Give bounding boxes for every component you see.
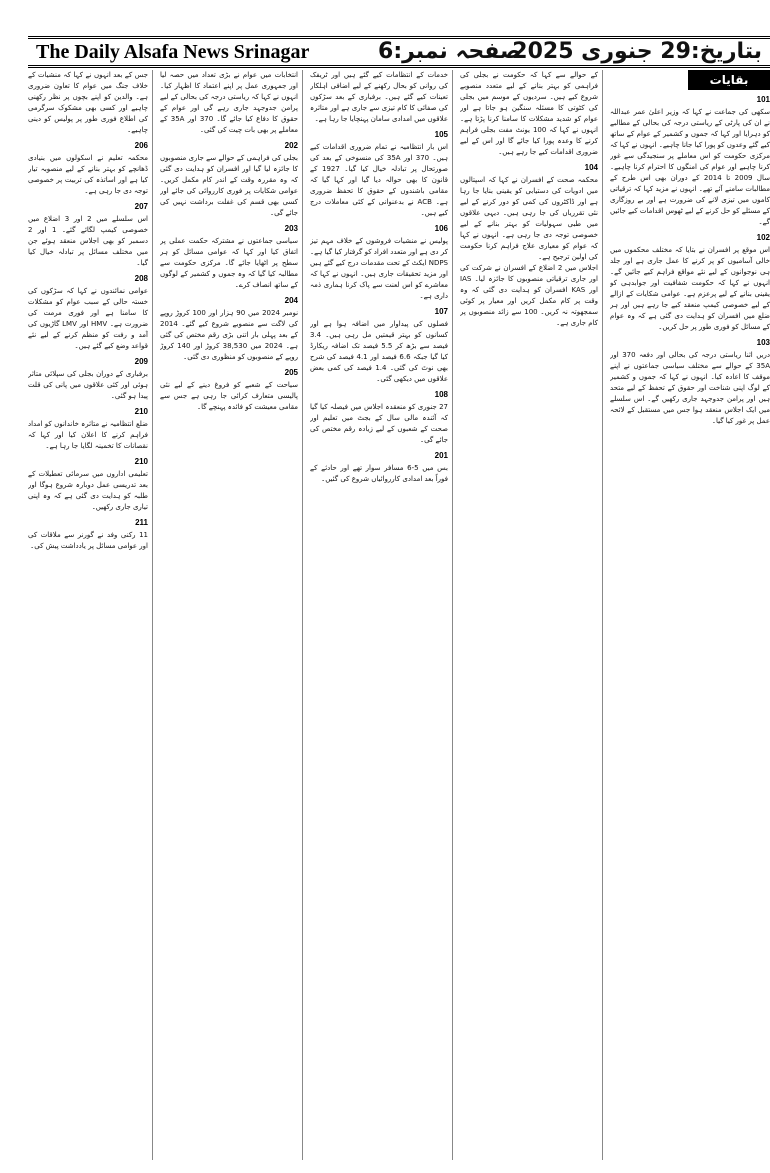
newspaper-title: The Daily Alsafa News Srinagar: [36, 41, 310, 63]
article-paragraph: اجلاس میں 2 اضلاع کے افسران نے شرکت کی اور جاری ترقیاتی منصوبوں کا جائزہ لیا۔ IAS اور KAS افسران کو ہدایت دی گئی کہ وہ وقت پر کام مکمل کریں اور معیار پر کوئی سمجھوتہ نہ کریں۔ 100 سے زائد منصوبوں پر کام جاری ہے۔: [460, 264, 598, 327]
article-paragraph: جس کے بعد انہوں نے کہا کہ منشیات کے خلاف جنگ میں عوام کا تعاون ضروری ہے۔ والدین کو اپنے بچوں پر نظر رکھنی چاہیے اور کسی بھی مشکوک سرگرمی کی اطلاع فوری طور پر پولیس کو دینی چاہیے۔: [28, 71, 148, 134]
article-paragraph: سیاسی جماعتوں نے مشترکہ حکمت عملی پر اتفاق کیا اور کہا کہ عوامی مسائل کو ہر سطح پر اٹھایا جائے گا۔ مرکزی حکومت سے مطالبہ کیا گیا کہ وہ جموں و کشمیر کے لوگوں کے ساتھ انصاف کرے۔: [160, 237, 298, 289]
item-number: 205: [284, 368, 298, 377]
article-paragraph: برفباری کے دوران بجلی کی سپلائی متاثر ہوئی اور کئی علاقوں میں پانی کی قلت پیدا ہو گئی۔: [28, 370, 148, 400]
article-paragraph: انتخابات میں عوام نے بڑی تعداد میں حصہ لیا اور جمہوری عمل پر اپنے اعتماد کا اظہار کیا۔ انہوں نے کہا کہ ریاستی درجہ کی بحالی کے لیے پرامن جدوجہد جاری رہے گی اور عوام کے حقوق کا دفاع کیا جائے گا۔ 370 اور 35A کے معاملے پر بھی بات چیت کی گئی۔: [160, 71, 298, 134]
item-number: 105: [434, 130, 448, 139]
item-number: 204: [284, 296, 298, 305]
article-paragraph: تعلیمی اداروں میں سرمائی تعطیلات کے بعد تدریسی عمل دوبارہ شروع ہوگا اور طلبہ کو ہدایت دی گئی ہے کہ وہ اپنی تیاری جاری رکھیں۔: [28, 470, 148, 511]
item-number: 207: [134, 202, 148, 211]
column-2: [460, 70, 598, 1160]
column-1: [610, 70, 770, 1160]
article-paragraph: 27 جنوری کو منعقدہ اجلاس میں فیصلہ کیا گیا کہ آئندہ مالی سال کے بجٹ میں تعلیم اور صحت کے شعبوں کے لیے زیادہ رقم مختص کی جائے گی۔: [310, 403, 448, 444]
column-divider: [602, 70, 603, 1160]
article-paragraph: ضلع انتظامیہ نے متاثرہ خاندانوں کو امداد فراہم کرنے کا اعلان کیا اور کہا کہ نقصانات کا تخمینہ لگایا جا رہا ہے۔: [28, 420, 148, 450]
article-paragraph: دریں اثنا ریاستی درجہ کی بحالی اور دفعہ 370 اور 35A کے حوالے سے مختلف سیاسی جماعتوں نے اپنے موقف کا اعادہ کیا۔ انہوں نے کہا کہ جموں و کشمیر کے لوگ اپنی شناخت اور حقوق کے تحفظ کے لیے متحد ہیں اور پرامن جدوجہد جاری رکھیں گے۔ اس سلسلے میں ایک اجلاس منعقد ہوا جس میں مستقبل کے لائحہ عمل پر غور کیا گیا۔: [610, 351, 770, 425]
column-3: [310, 70, 448, 1160]
column-divider: [152, 70, 153, 1160]
article-paragraph: سکھی کی جماعت نے کہا کہ وزیر اعلیٰ عمر عبداللہ نے ان کی پارٹی کے ریاستی درجہ کی بحالی کے مطالبے کو دہرایا اور کہا کہ جموں و کشمیر کے عوام کے ساتھ کیے گئے وعدوں کو پورا کیا جانا چاہیے۔ انہوں نے کہا کہ مرکزی حکومت کو اس معاملے پر سنجیدگی سے غور کرنا چاہیے اور عوام کی امنگوں کا احترام کرنا چاہیے۔ سال 2009 تا 2014 کے دوران بھی اس طرح کے مطالبات سامنے آئے تھے۔ انہوں نے مزید کہا کہ ترقیاتی کاموں میں تیزی لانے کی ضرورت ہے اور بے روزگاری کے مسئلے کو حل کرنے کے لیے ٹھوس اقدامات کیے جائیں گے۔: [610, 108, 770, 226]
item-number: 101: [756, 95, 770, 104]
article-paragraph: محکمہ صحت کے افسران نے کہا کہ اسپتالوں میں ادویات کی دستیابی کو یقینی بنایا جا رہا ہے اور ڈاکٹروں کی کمی کو دور کرنے کے لیے نئی تقرریاں کی جا رہی ہیں۔ دیہی علاقوں میں طبی سہولیات کو بہتر بنانے کے لیے خصوصی توجہ دی جا رہی ہے۔ انہوں نے کہا کہ عوام کو معیاری علاج فراہم کرنا حکومت کی اولین ترجیح ہے۔: [460, 176, 598, 261]
item-number: 210: [134, 407, 148, 416]
section-header-wrap: [610, 70, 770, 90]
item-number: 102: [756, 233, 770, 242]
item-number: 103: [756, 338, 770, 347]
item-number: 107: [434, 307, 448, 316]
article-paragraph: عوامی نمائندوں نے کہا کہ سڑکوں کی خستہ حالی کے سبب عوام کو مشکلات کا سامنا ہے اور فوری مرمت کی ضرورت ہے۔ HMV اور LMV گاڑیوں کی آمد و رفت کو منظم کرنے کے لیے نئے قواعد وضع کیے گئے ہیں۔: [28, 287, 148, 350]
article-paragraph: محکمہ تعلیم نے اسکولوں میں بنیادی ڈھانچے کو بہتر بنانے کے لیے منصوبہ تیار کیا ہے اور اساتذہ کی تربیت پر خصوصی توجہ دی جا رہی ہے۔: [28, 154, 148, 195]
article-paragraph: بجلی کی فراہمی کے حوالے سے جاری منصوبوں کا جائزہ لیا گیا اور افسران کو ہدایت دی گئی کہ وہ مقررہ وقت کے اندر کام مکمل کریں۔ عوامی شکایات پر فوری کارروائی کی جائے اور کسی بھی قسم کی غفلت برداشت نہیں کی جائے گی۔: [160, 154, 298, 217]
article-paragraph: اس بار انتظامیہ نے تمام ضروری اقدامات کیے ہیں۔ 370 اور 35A کی منسوخی کے بعد کی صورتحال پر تبادلہ خیال کیا گیا۔ 1927 کے قانون کا بھی حوالہ دیا گیا اور کہا گیا کہ مقامی باشندوں کے حقوق کا تحفظ ضروری ہے۔ ACB نے بدعنوانی کے کئی معاملات درج کیے ہیں۔: [310, 143, 448, 217]
issue-date: بتاریخ:29 جنوری 2025: [512, 39, 762, 64]
article-paragraph: 11 رکنی وفد نے گورنر سے ملاقات کی اور عوامی مسائل پر یادداشت پیش کی۔: [28, 531, 148, 550]
article-paragraph: نومبر 2024 میں 90 ہزار اور 100 کروڑ روپے کی لاگت سے منصوبے شروع کیے گئے۔ 2014 کے بعد پہلی بار اتنی بڑی رقم مختص کی گئی ہے۔ 2024 میں 38,530 کروڑ اور 140 کروڑ روپے کے منصوبوں کو منظوری دی گئی۔: [160, 309, 298, 361]
item-number: 203: [284, 224, 298, 233]
item-number: 208: [134, 274, 148, 283]
column-divider: [302, 70, 303, 1160]
item-number: 209: [134, 357, 148, 366]
item-number: 104: [584, 163, 598, 172]
article-paragraph: فصلوں کی پیداوار میں اضافہ ہوا ہے اور کسانوں کو بہتر قیمتیں مل رہی ہیں۔ 3.4 فیصد سے بڑھ کر 5.5 فیصد تک اضافہ ریکارڈ کیا گیا جبکہ 6.6 فیصد اور 4.1 فیصد کی شرح بھی نوٹ کی گئی۔ 1.4 فیصد کی کمی بعض علاقوں میں دیکھی گئی۔: [310, 320, 448, 383]
item-number: 106: [434, 224, 448, 233]
article-columns: [28, 70, 770, 1160]
column-4: [160, 70, 298, 1160]
article-paragraph: سیاحت کے شعبے کو فروغ دینے کے لیے نئی پالیسی متعارف کرائی جا رہی ہے جس سے مقامی معیشت کو فائدہ پہنچے گا۔: [160, 381, 298, 411]
article-paragraph: پولیس نے منشیات فروشوں کے خلاف مہم تیز کر دی ہے اور متعدد افراد کو گرفتار کیا گیا ہے۔ NDPS ایکٹ کے تحت مقدمات درج کیے گئے ہیں اور مزید تحقیقات جاری ہیں۔ انہوں نے کہا کہ معاشرے کو اس لعنت سے پاک کرنا ہماری ذمہ داری ہے۔: [310, 237, 448, 300]
item-number: 108: [434, 390, 448, 399]
masthead-bar: [28, 36, 770, 68]
article-paragraph: کے حوالے سے کہا کہ حکومت نے بجلی کی فراہمی کو بہتر بنانے کے لیے متعدد منصوبے شروع کیے ہیں۔ سردیوں کے موسم میں بجلی کی کٹوتی کا مسئلہ سنگین ہو جاتا ہے اور عوام کو شدید مشکلات کا سامنا کرنا پڑتا ہے۔ انہوں نے کہا کہ 100 یونٹ مفت بجلی فراہم کرنے کا وعدہ پورا کیا جائے گا اور اس کے لیے ضروری اقدامات کیے جا رہے ہیں۔: [460, 71, 598, 156]
item-number: 211: [135, 518, 148, 527]
article-paragraph: اس موقع پر افسران نے بتایا کہ مختلف محکموں میں خالی آسامیوں کو پر کرنے کا عمل جاری ہے اور جلد ہی نوجوانوں کے لیے نئے مواقع فراہم کیے جائیں گے۔ انہوں نے کہا کہ حکومت شفافیت اور جوابدہی کو یقینی بنانے کے لیے پرعزم ہے۔ عوامی شکایات کے ازالے کے لیے خصوصی کیمپ منعقد کیے جا رہے ہیں اور ہر ضلع میں افسران کو ہدایت دی گئی ہے کہ وہ عوام کے مسائل کو فوری طور پر حل کریں۔: [610, 246, 770, 331]
page-number: صفحہ نمبر:6: [378, 39, 522, 64]
item-number: 210: [134, 457, 148, 466]
item-number: 201: [434, 451, 448, 460]
section-header: بقایات: [688, 70, 770, 90]
article-paragraph: خدمات کے انتظامات کیے گئے ہیں اور ٹریفک کی روانی کو بحال رکھنے کے لیے اضافی اہلکار تعینات کیے گئے ہیں۔ برفباری کے بعد سڑکوں کی صفائی کا کام تیزی سے جاری ہے اور متاثرہ علاقوں میں امدادی سامان پہنچایا جا رہا ہے۔: [310, 71, 448, 123]
item-number: 202: [284, 141, 298, 150]
item-number: 206: [134, 141, 148, 150]
column-5: [28, 70, 148, 1160]
article-paragraph: بس میں 5-6 مسافر سوار تھے اور حادثے کے فوراً بعد امدادی کارروائیاں شروع کی گئیں۔: [310, 464, 448, 483]
column-divider: [452, 70, 453, 1160]
article-paragraph: اس سلسلے میں 2 اور 3 اضلاع میں خصوصی کیمپ لگائے گئے۔ 1 اور 2 دسمبر کو بھی اجلاس منعقد ہوئے جن میں مختلف مسائل پر تبادلہ خیال کیا گیا۔: [28, 215, 148, 267]
